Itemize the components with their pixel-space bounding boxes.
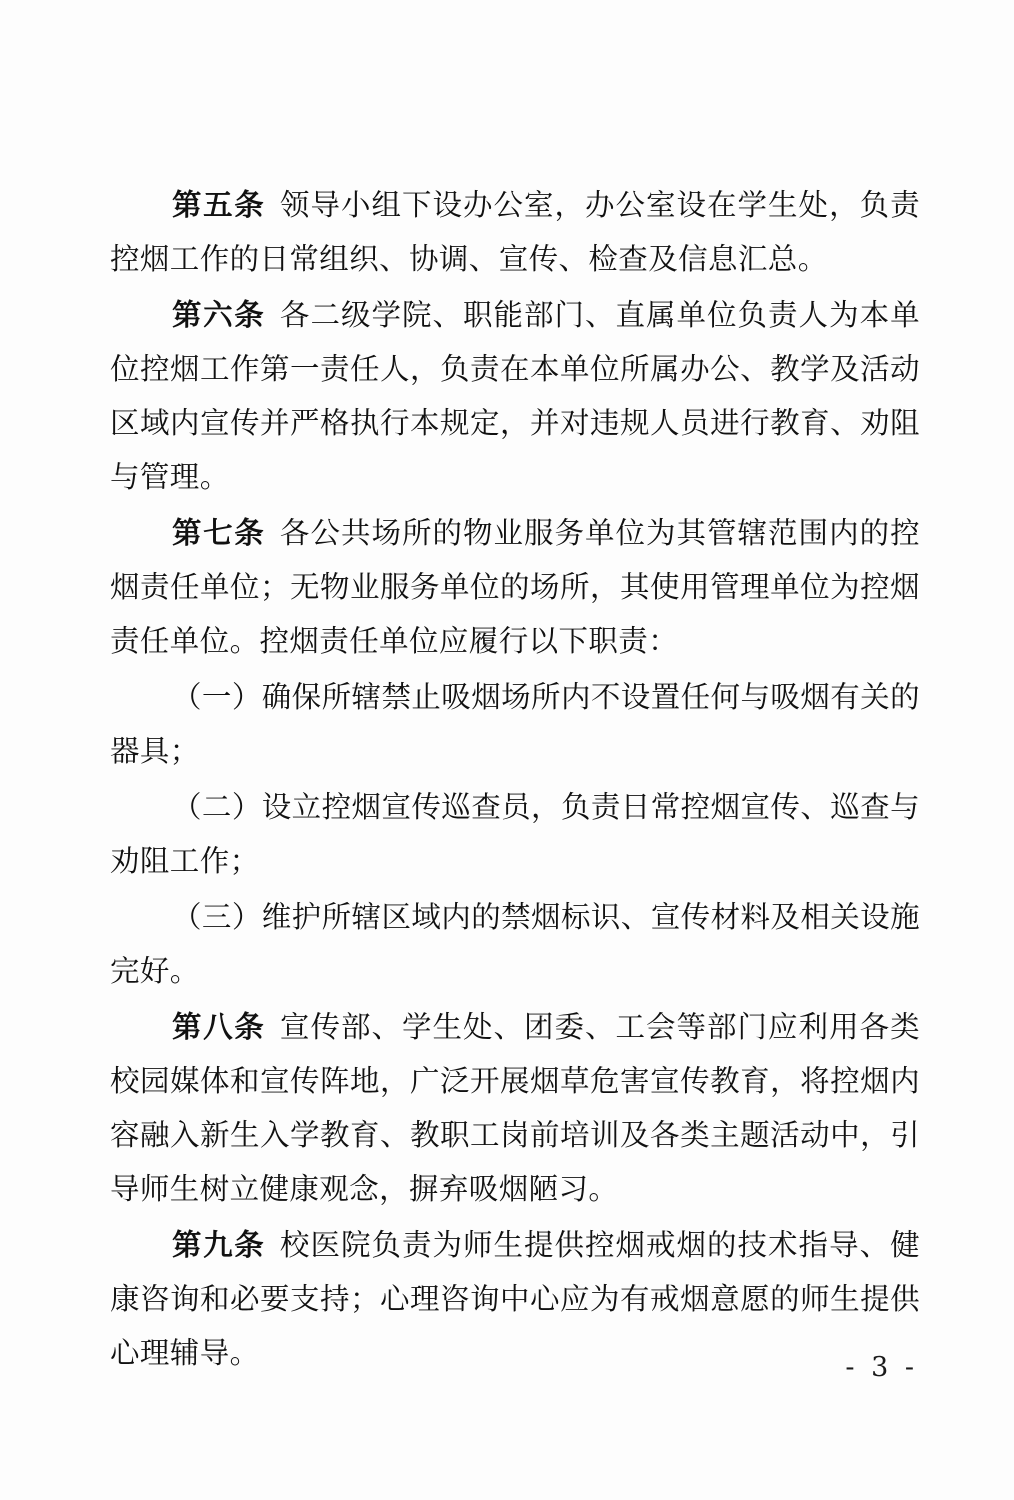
page-footer (0, 1352, 1014, 1383)
article-label-7: 第七条 (172, 515, 266, 550)
article-label-8: 第八条 (172, 1009, 266, 1044)
item-text-3: （三）维护所辖区域内的禁烟标识、宣传材料及相关设施完好。 (110, 900, 920, 988)
paragraph-article-8 (110, 1000, 920, 1216)
paragraph-item-3 (110, 890, 920, 998)
item-text-1: （一）确保所辖禁止吸烟场所内不设置任何与吸烟有关的器具； (110, 680, 920, 768)
article-label-9: 第九条 (172, 1227, 266, 1262)
paragraph-item-2 (110, 780, 920, 888)
paragraph-article-5 (110, 178, 920, 286)
item-text-2: （二）设立控烟宣传巡查员，负责日常控烟宣传、巡查与劝阻工作； (110, 790, 920, 878)
paragraph-article-7 (110, 506, 920, 668)
paragraph-article-6 (110, 288, 920, 504)
paragraph-item-1 (110, 670, 920, 778)
document-body (110, 178, 920, 1382)
article-text-6: 各二级学院、职能部门、直属单位负责人为本单位控烟工作第一责任人，负责在本单位所属办公、教学及活动区域内宣传并严格执行本规定，并对违规人员进行教育、劝阻与管理。 (110, 298, 920, 494)
article-text-7: 各公共场所的物业服务单位为其管辖范围内的控烟责任单位；无物业服务单位的场所，其使用管理单位为控烟责任单位。控烟责任单位应履行以下职责： (110, 516, 920, 658)
page-number: - 3 - (845, 1352, 918, 1383)
article-text-5: 领导小组下设办公室，办公室设在学生处，负责控烟工作的日常组织、协调、宣传、检查及信息汇总。 (110, 188, 920, 276)
article-label-5: 第五条 (172, 187, 266, 222)
article-text-9: 校医院负责为师生提供控烟戒烟的技术指导、健康咨询和必要支持；心理咨询中心应为有戒烟意愿的师生提供心理辅导。 (110, 1228, 920, 1370)
article-label-6: 第六条 (172, 297, 266, 332)
article-text-8: 宣传部、学生处、团委、工会等部门应利用各类校园媒体和宣传阵地，广泛开展烟草危害宣传教育，将控烟内容融入新生入学教育、教职工岗前培训及各类主题活动中，引导师生树立健康观念，摒弃吸烟陋习。 (110, 1010, 920, 1206)
